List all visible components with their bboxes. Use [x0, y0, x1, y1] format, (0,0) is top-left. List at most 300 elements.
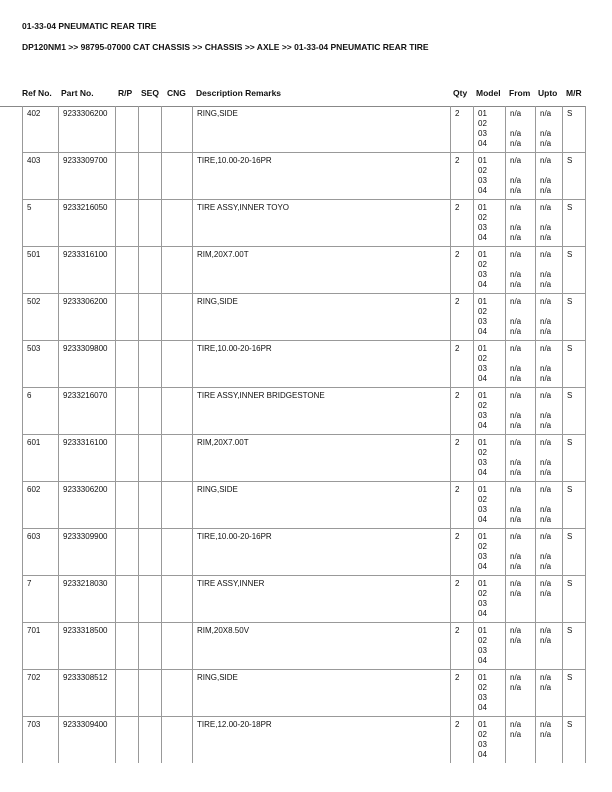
part-no: 9233308512	[59, 670, 116, 717]
upto-cell	[536, 717, 563, 764]
upto-value: n/a	[540, 374, 552, 383]
from-value: n/a	[510, 139, 522, 148]
ref-no: 501	[23, 247, 59, 294]
model-value: 01	[478, 203, 487, 212]
page-title: 01-33-04 PNEUMATIC REAR TIRE	[22, 21, 157, 31]
from-value	[510, 693, 531, 703]
ref-no: 601	[23, 435, 59, 482]
table-row	[23, 576, 586, 623]
model-cell	[474, 341, 506, 388]
upto-value: n/a	[540, 317, 552, 326]
ref-no: 703	[23, 717, 59, 764]
upto-value	[540, 703, 558, 713]
upto-value	[540, 401, 558, 411]
upto-value: n/a	[540, 438, 552, 447]
header-rp: R/P	[118, 88, 133, 98]
model-value: 02	[478, 307, 487, 316]
mr: S	[563, 576, 586, 623]
model-value: 01	[478, 156, 487, 165]
upto-cell	[536, 435, 563, 482]
upto-value: n/a	[540, 109, 552, 118]
ref-no: 6	[23, 388, 59, 435]
cng-cell	[162, 435, 193, 482]
model-value: 01	[478, 109, 487, 118]
from-cell	[506, 623, 536, 670]
header-cng: CNG	[167, 88, 186, 98]
upto-value: n/a	[540, 176, 552, 185]
model-value: 03	[478, 740, 487, 749]
from-value	[510, 703, 531, 713]
qty: 2	[451, 106, 474, 153]
upto-value: n/a	[540, 562, 552, 571]
model-value: 04	[478, 609, 487, 618]
upto-value	[540, 354, 558, 364]
from-value: n/a	[510, 579, 522, 588]
from-value: n/a	[510, 589, 522, 598]
ref-no: 603	[23, 529, 59, 576]
model-value: 02	[478, 730, 487, 739]
from-cell	[506, 670, 536, 717]
from-value	[510, 656, 531, 666]
seq-cell	[139, 529, 162, 576]
rp-cell	[116, 200, 139, 247]
upto-value	[540, 599, 558, 609]
table-row	[23, 717, 586, 764]
upto-value: n/a	[540, 720, 552, 729]
upto-cell	[536, 529, 563, 576]
upto-value	[540, 750, 558, 760]
model-value: 02	[478, 589, 487, 598]
from-value	[510, 599, 531, 609]
from-value: n/a	[510, 421, 522, 430]
rp-cell	[116, 153, 139, 200]
part-no: 9233316100	[59, 247, 116, 294]
qty: 2	[451, 435, 474, 482]
upto-value	[540, 609, 558, 619]
upto-value	[540, 656, 558, 666]
upto-value: n/a	[540, 223, 552, 232]
mr: S	[563, 670, 586, 717]
upto-value	[540, 740, 558, 750]
from-value	[510, 448, 531, 458]
model-cell	[474, 670, 506, 717]
from-value	[510, 307, 531, 317]
table-row	[23, 482, 586, 529]
mr: S	[563, 341, 586, 388]
cng-cell	[162, 106, 193, 153]
description: RIM,20X8.50V	[193, 623, 451, 670]
table-row	[23, 529, 586, 576]
from-value: n/a	[510, 438, 522, 447]
from-value: n/a	[510, 485, 522, 494]
model-value: 01	[478, 391, 487, 400]
upto-value	[540, 542, 558, 552]
from-value: n/a	[510, 468, 522, 477]
table-row	[23, 388, 586, 435]
from-value: n/a	[510, 203, 522, 212]
part-no: 9233216070	[59, 388, 116, 435]
seq-cell	[139, 153, 162, 200]
from-value: n/a	[510, 186, 522, 195]
ref-no: 701	[23, 623, 59, 670]
rp-cell	[116, 294, 139, 341]
model-value: 01	[478, 579, 487, 588]
description: TIRE,10.00-20-16PR	[193, 341, 451, 388]
upto-cell	[536, 106, 563, 153]
model-value: 04	[478, 750, 487, 759]
mr: S	[563, 247, 586, 294]
model-value: 03	[478, 458, 487, 467]
from-value	[510, 740, 531, 750]
description: TIRE ASSY,INNER TOYO	[193, 200, 451, 247]
model-value: 04	[478, 656, 487, 665]
table-row	[23, 341, 586, 388]
from-value: n/a	[510, 327, 522, 336]
model-value: 04	[478, 139, 487, 148]
table-row	[23, 153, 586, 200]
from-value: n/a	[510, 730, 522, 739]
from-cell	[506, 717, 536, 764]
cng-cell	[162, 200, 193, 247]
model-value: 02	[478, 260, 487, 269]
cng-cell	[162, 717, 193, 764]
from-value	[510, 213, 531, 223]
parts-table	[22, 106, 586, 763]
model-value: 01	[478, 344, 487, 353]
seq-cell	[139, 717, 162, 764]
upto-value	[540, 693, 558, 703]
rp-cell	[116, 482, 139, 529]
model-cell	[474, 200, 506, 247]
cng-cell	[162, 153, 193, 200]
model-value: 02	[478, 448, 487, 457]
model-value: 04	[478, 421, 487, 430]
description: RING,SIDE	[193, 294, 451, 341]
model-cell	[474, 529, 506, 576]
upto-value: n/a	[540, 515, 552, 524]
seq-cell	[139, 200, 162, 247]
from-cell	[506, 200, 536, 247]
upto-value: n/a	[540, 129, 552, 138]
qty: 2	[451, 717, 474, 764]
from-value: n/a	[510, 317, 522, 326]
header-model: Model	[476, 88, 501, 98]
ref-no: 702	[23, 670, 59, 717]
cng-cell	[162, 341, 193, 388]
upto-value	[540, 213, 558, 223]
rp-cell	[116, 529, 139, 576]
from-value: n/a	[510, 280, 522, 289]
upto-value: n/a	[540, 203, 552, 212]
from-cell	[506, 247, 536, 294]
description: TIRE,10.00-20-16PR	[193, 153, 451, 200]
rp-cell	[116, 435, 139, 482]
model-cell	[474, 153, 506, 200]
ref-no: 503	[23, 341, 59, 388]
seq-cell	[139, 623, 162, 670]
upto-value: n/a	[540, 730, 552, 739]
table-row	[23, 200, 586, 247]
upto-cell	[536, 623, 563, 670]
description: TIRE,12.00-20-18PR	[193, 717, 451, 764]
from-cell	[506, 435, 536, 482]
model-value: 03	[478, 599, 487, 608]
qty: 2	[451, 200, 474, 247]
seq-cell	[139, 482, 162, 529]
seq-cell	[139, 576, 162, 623]
mr: S	[563, 529, 586, 576]
model-value: 04	[478, 374, 487, 383]
model-value: 02	[478, 354, 487, 363]
rp-cell	[116, 576, 139, 623]
model-value: 02	[478, 636, 487, 645]
ref-no: 402	[23, 106, 59, 153]
upto-value: n/a	[540, 297, 552, 306]
model-value: 02	[478, 495, 487, 504]
mr: S	[563, 200, 586, 247]
table-row	[23, 435, 586, 482]
model-value: 03	[478, 176, 487, 185]
from-value	[510, 495, 531, 505]
upto-value: n/a	[540, 344, 552, 353]
model-value: 03	[478, 693, 487, 702]
upto-cell	[536, 200, 563, 247]
from-value: n/a	[510, 562, 522, 571]
from-value: n/a	[510, 532, 522, 541]
from-value	[510, 750, 531, 760]
header-from: From	[509, 88, 531, 98]
part-no: 9233309900	[59, 529, 116, 576]
table-row	[23, 247, 586, 294]
header-mr: M/R	[566, 88, 582, 98]
seq-cell	[139, 341, 162, 388]
upto-value: n/a	[540, 186, 552, 195]
seq-cell	[139, 435, 162, 482]
model-value: 02	[478, 401, 487, 410]
from-value: n/a	[510, 411, 522, 420]
model-value: 03	[478, 646, 487, 655]
cng-cell	[162, 247, 193, 294]
from-cell	[506, 294, 536, 341]
from-cell	[506, 576, 536, 623]
upto-cell	[536, 482, 563, 529]
seq-cell	[139, 294, 162, 341]
upto-value: n/a	[540, 233, 552, 242]
upto-cell	[536, 576, 563, 623]
qty: 2	[451, 623, 474, 670]
upto-value: n/a	[540, 636, 552, 645]
upto-value: n/a	[540, 626, 552, 635]
seq-cell	[139, 388, 162, 435]
model-value: 03	[478, 129, 487, 138]
upto-value	[540, 646, 558, 656]
from-value: n/a	[510, 297, 522, 306]
from-cell	[506, 153, 536, 200]
part-no: 9233316100	[59, 435, 116, 482]
description: RING,SIDE	[193, 670, 451, 717]
qty: 2	[451, 482, 474, 529]
from-value: n/a	[510, 270, 522, 279]
upto-value: n/a	[540, 270, 552, 279]
upto-value: n/a	[540, 505, 552, 514]
header-ref: Ref No.	[22, 88, 52, 98]
upto-cell	[536, 153, 563, 200]
upto-value: n/a	[540, 421, 552, 430]
model-value: 03	[478, 505, 487, 514]
qty: 2	[451, 294, 474, 341]
upto-value: n/a	[540, 327, 552, 336]
rp-cell	[116, 341, 139, 388]
qty: 2	[451, 670, 474, 717]
part-no: 9233309400	[59, 717, 116, 764]
from-value: n/a	[510, 391, 522, 400]
model-value: 01	[478, 720, 487, 729]
cng-cell	[162, 388, 193, 435]
model-value: 04	[478, 562, 487, 571]
upto-cell	[536, 670, 563, 717]
upto-value: n/a	[540, 364, 552, 373]
from-value: n/a	[510, 250, 522, 259]
from-value: n/a	[510, 505, 522, 514]
from-value	[510, 609, 531, 619]
model-value: 01	[478, 297, 487, 306]
mr: S	[563, 435, 586, 482]
header-qty: Qty	[453, 88, 468, 98]
rp-cell	[116, 388, 139, 435]
qty: 2	[451, 388, 474, 435]
from-value	[510, 166, 531, 176]
model-value: 01	[478, 626, 487, 635]
from-value	[510, 542, 531, 552]
model-value: 02	[478, 213, 487, 222]
part-no: 9233309800	[59, 341, 116, 388]
rp-cell	[116, 670, 139, 717]
upto-value	[540, 119, 558, 129]
description: TIRE ASSY,INNER	[193, 576, 451, 623]
from-cell	[506, 529, 536, 576]
upto-value	[540, 260, 558, 270]
upto-value: n/a	[540, 250, 552, 259]
model-value: 01	[478, 438, 487, 447]
model-value: 02	[478, 542, 487, 551]
from-cell	[506, 482, 536, 529]
model-value: 04	[478, 327, 487, 336]
from-value: n/a	[510, 374, 522, 383]
model-value: 03	[478, 317, 487, 326]
from-value	[510, 354, 531, 364]
from-value: n/a	[510, 344, 522, 353]
from-value: n/a	[510, 364, 522, 373]
mr: S	[563, 482, 586, 529]
mr: S	[563, 106, 586, 153]
upto-value: n/a	[540, 280, 552, 289]
description: RING,SIDE	[193, 106, 451, 153]
description: TIRE ASSY,INNER BRIDGESTONE	[193, 388, 451, 435]
from-cell	[506, 106, 536, 153]
part-no: 9233318500	[59, 623, 116, 670]
model-value: 04	[478, 186, 487, 195]
model-value: 03	[478, 552, 487, 561]
model-cell	[474, 106, 506, 153]
upto-value: n/a	[540, 552, 552, 561]
qty: 2	[451, 247, 474, 294]
model-cell	[474, 623, 506, 670]
from-value: n/a	[510, 683, 522, 692]
header-seq: SEQ	[141, 88, 159, 98]
model-cell	[474, 247, 506, 294]
description: TIRE,10.00-20-16PR	[193, 529, 451, 576]
table-row	[23, 670, 586, 717]
cng-cell	[162, 670, 193, 717]
description: RING,SIDE	[193, 482, 451, 529]
upto-cell	[536, 247, 563, 294]
model-value: 03	[478, 223, 487, 232]
model-value: 03	[478, 411, 487, 420]
mr: S	[563, 153, 586, 200]
seq-cell	[139, 106, 162, 153]
model-value: 01	[478, 485, 487, 494]
upto-value: n/a	[540, 485, 552, 494]
ref-no: 403	[23, 153, 59, 200]
model-value: 02	[478, 166, 487, 175]
upto-value: n/a	[540, 156, 552, 165]
from-cell	[506, 388, 536, 435]
part-no: 9233306200	[59, 294, 116, 341]
from-value: n/a	[510, 515, 522, 524]
model-cell	[474, 717, 506, 764]
model-value: 04	[478, 703, 487, 712]
model-cell	[474, 576, 506, 623]
table-row	[23, 294, 586, 341]
upto-value: n/a	[540, 391, 552, 400]
upto-cell	[536, 388, 563, 435]
model-value: 01	[478, 532, 487, 541]
table-row	[23, 623, 586, 670]
part-no: 9233306200	[59, 482, 116, 529]
model-value: 04	[478, 280, 487, 289]
upto-value: n/a	[540, 589, 552, 598]
mr: S	[563, 388, 586, 435]
description: RIM,20X7.00T	[193, 435, 451, 482]
cng-cell	[162, 529, 193, 576]
from-value: n/a	[510, 636, 522, 645]
from-value: n/a	[510, 129, 522, 138]
from-value: n/a	[510, 552, 522, 561]
header-upto: Upto	[538, 88, 558, 98]
breadcrumb: DP120NM1 >> 98795-07000 CAT CHASSIS >> CHASSIS >> AXLE >> 01-33-04 PNEUMATIC REAR TIRE	[22, 42, 429, 52]
ref-no: 602	[23, 482, 59, 529]
model-cell	[474, 388, 506, 435]
from-value: n/a	[510, 109, 522, 118]
from-value	[510, 646, 531, 656]
from-value: n/a	[510, 233, 522, 242]
upto-value: n/a	[540, 579, 552, 588]
ref-no: 7	[23, 576, 59, 623]
mr: S	[563, 294, 586, 341]
model-value: 01	[478, 673, 487, 682]
upto-value: n/a	[540, 683, 552, 692]
from-value: n/a	[510, 176, 522, 185]
model-value: 04	[478, 468, 487, 477]
table-row	[23, 106, 586, 153]
part-no: 9233218030	[59, 576, 116, 623]
part-no: 9233309700	[59, 153, 116, 200]
model-value: 02	[478, 683, 487, 692]
from-value	[510, 260, 531, 270]
upto-cell	[536, 294, 563, 341]
upto-value: n/a	[540, 411, 552, 420]
part-no: 9233306200	[59, 106, 116, 153]
